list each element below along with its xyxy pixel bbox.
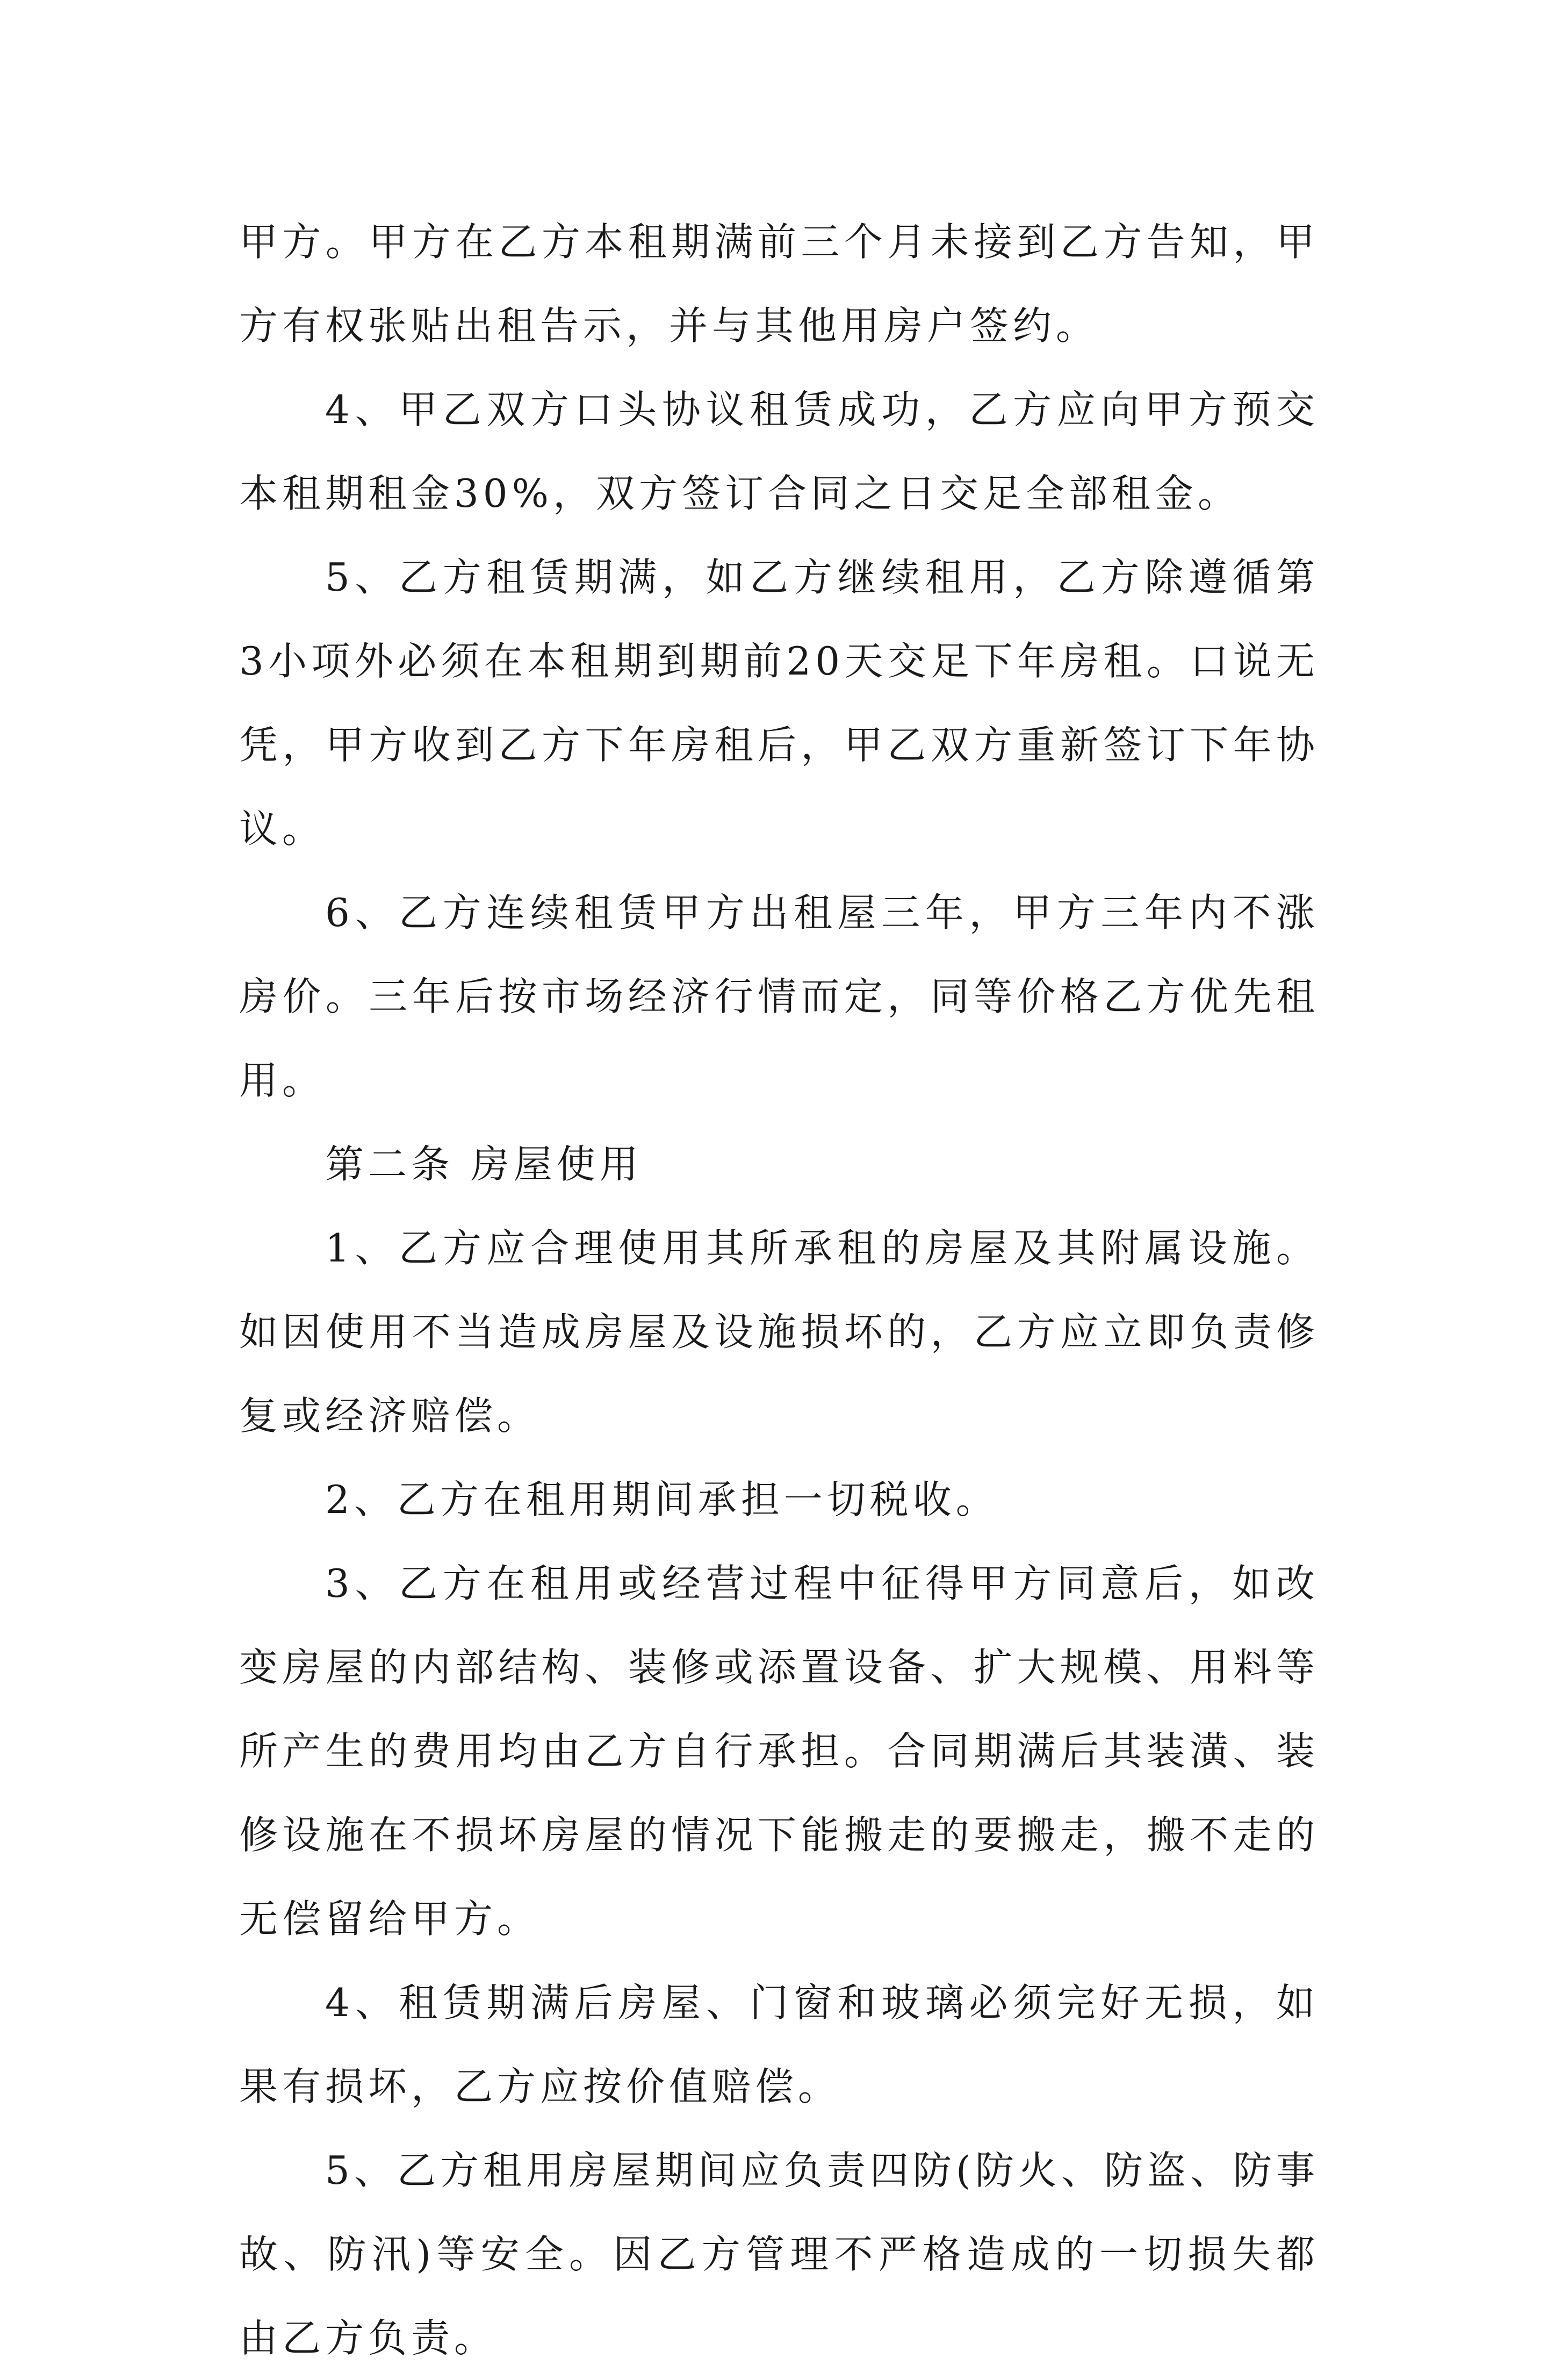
paragraph-usage-item-5: 5、乙方租用房屋期间应负责四防(防火、防盗、防事故、防汛)等安全。因乙方管理不严格造成的一切损失都由乙方负责。 bbox=[239, 2148, 1319, 2361]
paragraph-usage-item-4: 4、租赁期满后房屋、门窗和玻璃必须完好无损，如果有损坏，乙方应按价值赔偿。 bbox=[239, 1980, 1319, 2109]
paragraph-usage-item-2: 2、乙方在租用期间承担一切税收。 bbox=[325, 1477, 999, 1522]
paragraph-item-4: 4、甲乙双方口头协议租赁成功，乙方应向甲方预交本租期租金30%，双方签订合同之日交足全部租金。 bbox=[239, 387, 1319, 516]
paragraph-item-5: 5、乙方租赁期满，如乙方继续租用，乙方除遵循第3小项外必须在本租期到期前20天交足下年房租。口说无凭，甲方收到乙方下年房租后，甲乙双方重新签订下年协议。 bbox=[239, 555, 1319, 851]
document-body bbox=[239, 200, 1319, 2380]
section-heading-article-2: 第二条 房屋使用 bbox=[325, 1142, 643, 1187]
paragraph-usage-item-3: 3、乙方在租用或经营过程中征得甲方同意后，如改变房屋的内部结构、装修或添置设备、扩大规模、用料等所产生的费用均由乙方自行承担。合同期满后其装潢、装修设施在不损坏房屋的情况下能搬走的要搬走，搬不走的无偿留给甲方。 bbox=[239, 1561, 1319, 1941]
paragraph-item-6: 6、乙方连续租赁甲方出租屋三年，甲方三年内不涨房价。三年后按市场经济行情而定，同等价格乙方优先租用。 bbox=[239, 890, 1319, 1103]
paragraph-usage-item-1: 1、乙方应合理使用其所承租的房屋及其附属设施。如因使用不当造成房屋及设施损坏的，乙方应立即负责修复或经济赔偿。 bbox=[239, 1225, 1319, 1438]
paragraph-continuation: 甲方。甲方在乙方本租期满前三个月未接到乙方告知，甲方有权张贴出租告示，并与其他用房户签约。 bbox=[239, 219, 1319, 348]
